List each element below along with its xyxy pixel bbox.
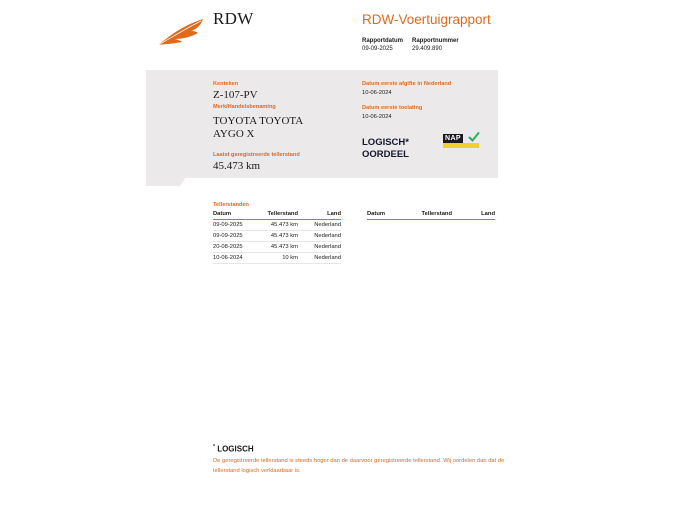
cell-odometer: 45.473 km	[270, 244, 298, 250]
make-label: Merk/Handelsbenaming	[213, 104, 276, 110]
feather-logo-icon	[157, 17, 207, 47]
table-row	[213, 231, 341, 242]
plate-value: Z-107-PV	[213, 89, 258, 101]
report-date-block	[362, 38, 403, 52]
nap-text: NAP	[445, 135, 461, 142]
footnote-title	[213, 444, 254, 454]
last-odometer-value: 45.473 km	[213, 160, 261, 172]
table-row	[213, 253, 341, 264]
report-number-value: 29.409.890	[412, 46, 443, 52]
cell-odometer: 45.473 km	[270, 233, 298, 239]
report-date-value: 09-09-2025	[362, 46, 393, 52]
table-header	[367, 211, 495, 220]
verdict-line2: OORDEEL	[362, 149, 409, 160]
cell-country: Nederland	[314, 255, 341, 261]
table-header	[213, 211, 341, 220]
nap-check-icon	[468, 131, 480, 143]
make-line1: TOYOTA TOYOTA	[213, 115, 304, 127]
col-odometer: Tellerstand	[267, 211, 298, 217]
odometer-section-title: Tellerstanden	[213, 202, 249, 208]
cell-odometer: 10 km	[282, 255, 298, 261]
report-title: RDW-Voertuigrapport	[362, 12, 491, 27]
cell-date: 09-09-2025	[213, 222, 243, 228]
cell-country: Nederland	[314, 233, 341, 239]
table-row	[213, 220, 341, 231]
nap-badge	[443, 134, 479, 148]
last-odometer-label: Laatst geregistreerde tellerstand	[213, 152, 300, 158]
table-row	[213, 242, 341, 253]
report-number-label: Rapportnummer	[412, 38, 459, 44]
col-country: Land	[327, 211, 341, 217]
panel-tail	[146, 177, 186, 186]
first-nl-label: Datum eerste afgifte in Nederland	[362, 81, 452, 87]
footnote-text: De geregistreerde tellerstand is steeds hoger dan de daarvoor geregistreerde tellerstand. Wij oordelen dan dat de tellerstand logisch verklaarbaar is.	[213, 458, 505, 474]
col-odometer: Tellerstand	[421, 211, 452, 217]
first-admission-value: 10-06-2024	[362, 114, 392, 120]
cell-date: 10-06-2024	[213, 255, 243, 261]
odometer-table	[213, 211, 341, 264]
cell-country: Nederland	[314, 244, 341, 250]
brand-name: RDW	[213, 9, 254, 28]
footnote-title-text: LOGISCH	[217, 444, 254, 454]
cell-odometer: 45.473 km	[270, 222, 298, 228]
first-nl-value: 10-06-2024	[362, 90, 392, 96]
odometer-table-2	[367, 211, 495, 220]
verdict-line1: LOGISCH*	[362, 137, 409, 148]
report-number-block	[412, 38, 459, 52]
plate-label: Kenteken	[213, 81, 239, 87]
first-admission-label: Datum eerste toelating	[362, 105, 423, 111]
footnote-marker: *	[213, 444, 215, 450]
col-date: Datum	[213, 211, 232, 217]
cell-date: 09-09-2025	[213, 233, 243, 239]
col-date: Datum	[367, 211, 386, 217]
col-country: Land	[481, 211, 495, 217]
report-date-label: Rapportdatum	[362, 38, 403, 44]
nap-bar	[443, 143, 479, 148]
cell-date: 20-08-2025	[213, 244, 243, 250]
cell-country: Nederland	[314, 222, 341, 228]
make-line2: AYGO X	[213, 128, 255, 140]
verdict	[362, 137, 409, 161]
